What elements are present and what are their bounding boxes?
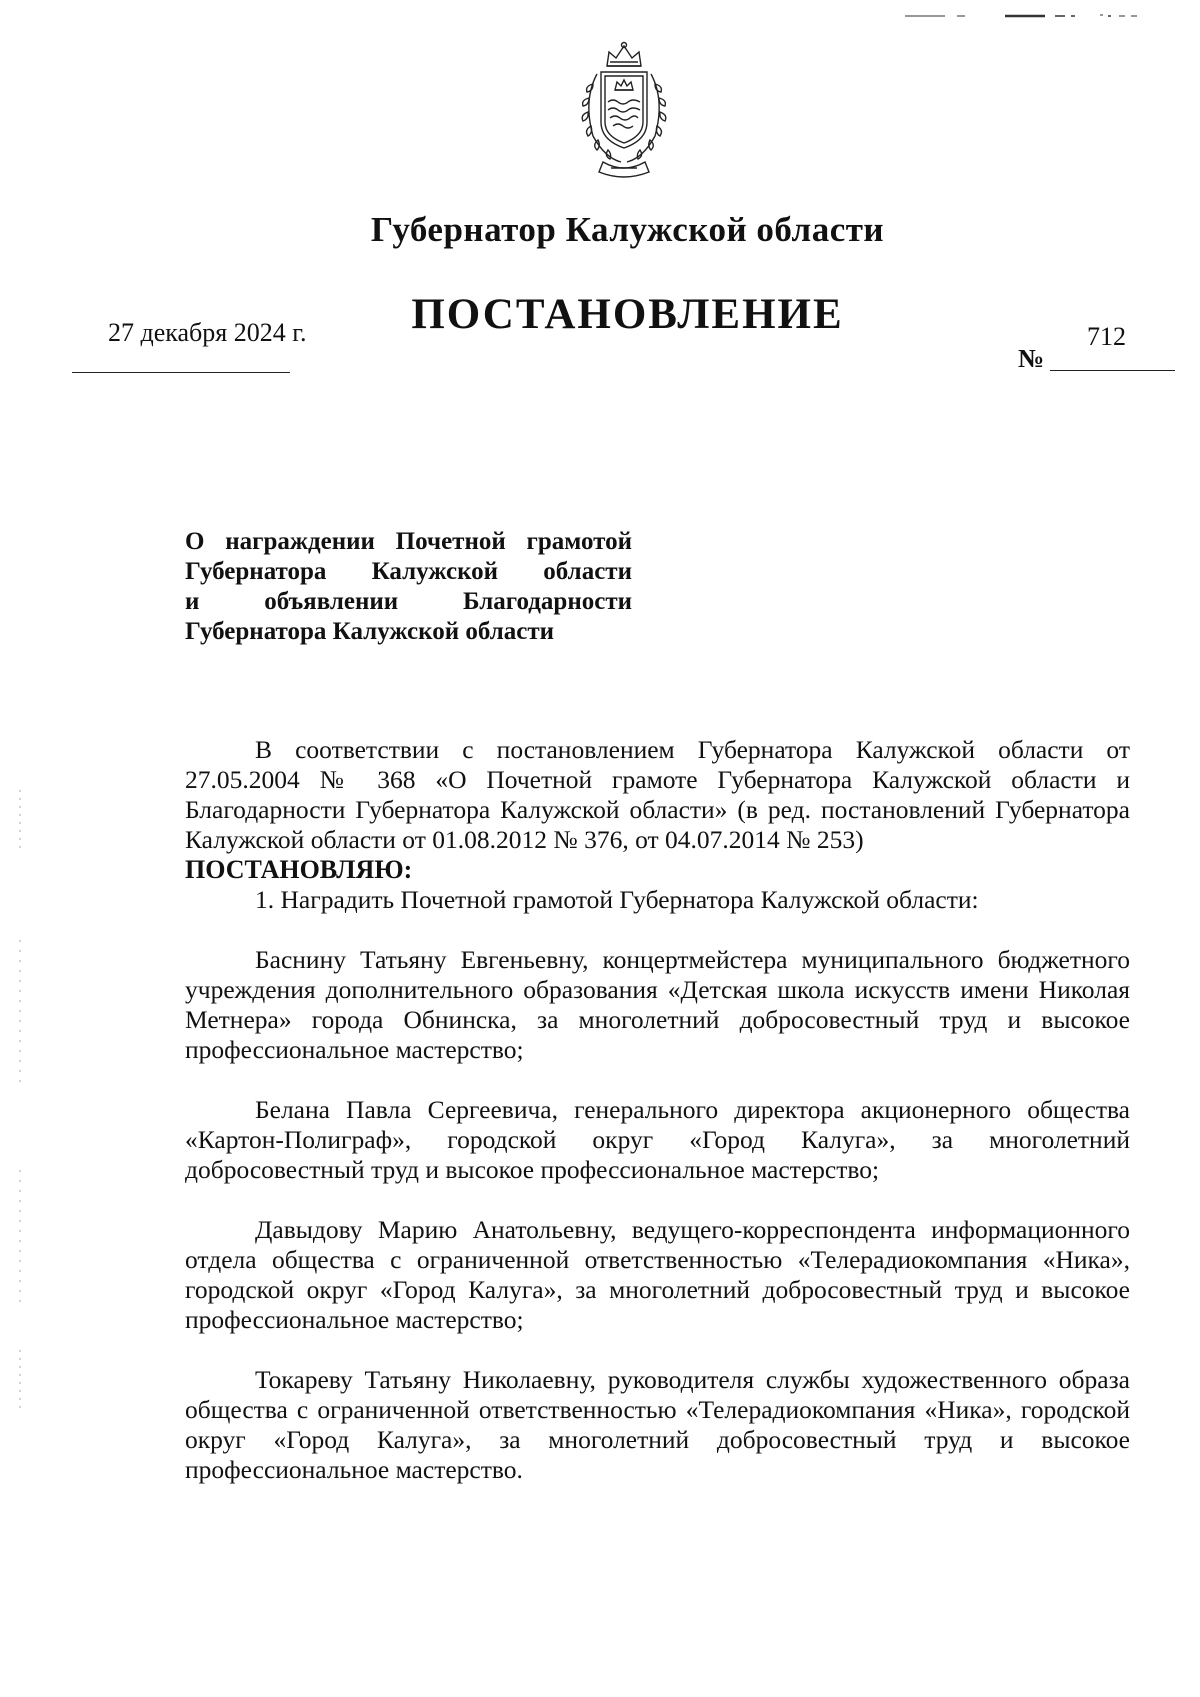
number-underline — [1050, 370, 1175, 371]
awardee-paragraph: Токареву Татьяну Николаевну, руководителя службы художественного образа общества с ограниченной ответственностью «Телерадиокомпания «Ника», городской округ «Город Калуга», за многолетний добросовестный труд и высокое профессиональное мастерство. — [185, 1365, 1130, 1484]
document-subject — [185, 527, 632, 647]
scan-margin-artifact — [18, 790, 22, 1410]
document-date: 27 декабря 2024 г. — [108, 318, 307, 347]
decree-word: ПОСТАНОВЛЯЮ: — [185, 855, 413, 884]
document-number-label: № — [1018, 344, 1045, 373]
awardee-paragraph: Баснину Татьяну Евгеньевну, концертмейстера муниципального бюджетного учреждения дополнительного образования «Детская школа искусств имени Николая Метнера» города Обнинска, за многолетний добросовестный труд и высокое профессиональное мастерство; — [185, 945, 1130, 1064]
subject-line: О награждении Почетной грамотой — [185, 528, 632, 555]
preamble-paragraph: В соответствии с постановлением Губернатора Калужской области от 27.05.2004 № 368 «О Почетной грамоте Губернатора Калужской области и Благодарности Губернатора Калужской области» (в ред. постановлений Губернатора Калужской области от 01.08.2012 № 376, от 04.07.2014 № 253) — [185, 735, 1130, 854]
awardee-paragraph: Давыдову Марию Анатольевну, ведущего-корреспондента информационного отдела общества с ограниченной ответственностью «Телерадиокомпания «Ника», городской округ «Город Калуга», за многолетний добросовестный труд и высокое профессиональное мастерство; — [185, 1215, 1130, 1334]
item-1-paragraph: 1. Наградить Почетной грамотой Губернатора Калужской области: — [255, 885, 979, 914]
subject-line: Губернатора Калужской области — [185, 618, 555, 645]
subject-line: и объявлении Благодарности — [185, 588, 632, 615]
scan-artifact-marks — [905, 12, 1145, 20]
document-number: 712 — [1087, 322, 1126, 351]
kaluga-coat-of-arms-icon — [563, 40, 685, 180]
document-body — [185, 735, 1130, 1485]
issuing-authority-title: Губернатор Калужской области — [370, 210, 885, 249]
subject-line: Губернатора Калужской области — [185, 558, 632, 585]
awardee-paragraph: Белана Павла Сергеевича, генерального директора акционерного общества «Картон-Полиграф», городской округ «Город Калуга», за многолетний добросовестный труд и высокое профессиональное мастерство; — [185, 1095, 1130, 1184]
date-underline — [72, 372, 290, 373]
document-type-heading: ПОСТАНОВЛЕНИЕ — [411, 291, 844, 338]
